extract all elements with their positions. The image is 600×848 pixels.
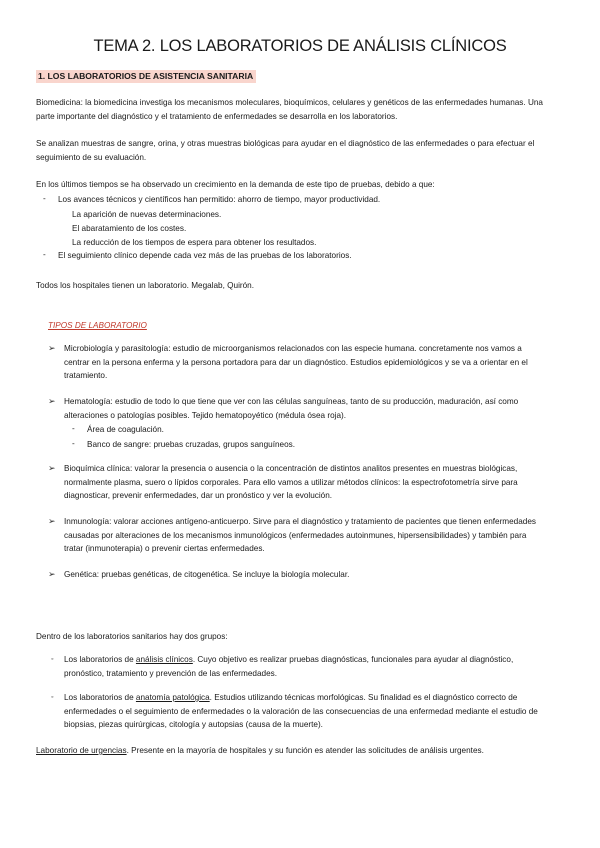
grupo2-text: . Estudios utilizando técnicas morfológicas. Su finalidad es el diagnóstico correcto de enfermedades o el seguimiento de enfermedades o la valoración de las consecuencias de una enfermedad mediante el estudio de biopsias, piezas quirúrgicas, citología y autopsias (causa de la muerte). xyxy=(64,693,538,730)
hemato-sub-item: Banco de sangre: pruebas cruzadas, grupos sanguíneos. xyxy=(87,440,296,449)
tipo-hematologia: Hematología: estudio de todo lo que tiene que ver con las células sanguíneas, tanto de su producción, maduración, así como alteraciones o patologías posibles. Tejido hematopoyético (médula ósea roja). xyxy=(64,397,519,420)
sub-item: La aparición de nuevas determinaciones. xyxy=(72,210,222,219)
dash-bullet: - xyxy=(43,250,46,259)
arrow-bullet-icon: ➢ xyxy=(48,343,56,353)
urgencias-paragraph xyxy=(36,744,556,758)
hemato-sub-item: Área de coagulación. xyxy=(87,425,164,434)
tipos-heading: TIPOS DE LABORATORIO xyxy=(48,321,147,330)
arrow-bullet-icon: ➢ xyxy=(48,516,56,526)
sub-item: El abaratamiento de los costes. xyxy=(72,224,187,233)
seguimiento-item: El seguimiento clínico depende cada vez más de las pruebas de los laboratorios. xyxy=(58,251,352,260)
tipo-inmunologia: Inmunología: valorar acciones antígeno-anticuerpo. Sirve para el diagnóstico y tratamiento de pacientes que tienen enfermedades causadas por alteraciones de los mecanismos inmunológicos (enfermedades autoinmunes, hipersensibilidades) y también para tratar (inmunoterapia) o prevenir ciertas enfermedades. xyxy=(64,517,536,554)
biomedicina-paragraph: Biomedicina: la biomedicina investiga los mecanismos moleculares, bioquímicos, celulares y genéticos de las enfermedades humanas. Una parte importante del diagnóstico y el tratamiento de enfermedades se desarrolla en los laboratorios. xyxy=(36,98,543,121)
anatomia-patologica-term: anatomía patológica xyxy=(135,693,210,702)
tipo-bioquimica: Bioquímica clínica: valorar la presencia o ausencia o la concentración de distintos analitos presentes en muestras biológicas, normalmente plasma, suero o lípidos corporales. Para ello vamos a utilizar métodos clínicos: la espectrofotometría sirve para diagnosticar, prevenir enfermedades, dar un pronóstico y ver la evolución. xyxy=(64,464,518,501)
dash-bullet: - xyxy=(72,439,75,448)
dash-bullet: - xyxy=(43,194,46,203)
arrow-bullet-icon: ➢ xyxy=(48,396,56,406)
arrow-bullet-icon: ➢ xyxy=(48,463,56,473)
avances-item: Los avances técnicos y científicos han permitido: ahorro de tiempo, mayor productividad. xyxy=(58,195,381,204)
sub-item: La reducción de los tiempos de espera para obtener los resultados. xyxy=(72,238,317,247)
grupos-paragraph: Dentro de los laboratorios sanitarios hay dos grupos: xyxy=(36,632,228,641)
tipo-microbiologia: Microbiología y parasitología: estudio de microorganismos relacionados con las especie humana. concretamente nos vamos a centrar en la persona enferma y la persona portadora para dar un diagnóstico. Estudios epidemiológicos y se va a orientar en el tratamiento. xyxy=(64,344,528,381)
grupo1-text: . Cuyo objetivo es realizar pruebas diagnósticas, funcionales para ayudar al diagnóstico, pronóstico, tratamiento y prevención de las enfermedades. xyxy=(64,655,514,678)
urgencias-term: Laboratorio de urgencias xyxy=(36,746,127,755)
grupo-anatomia-patologica xyxy=(64,691,544,732)
crecimiento-paragraph: En los últimos tiempos se ha observado un crecimiento en la demanda de este tipo de pruebas, debido a que: xyxy=(36,180,435,189)
circle-bullet-icon: ◦ xyxy=(51,656,54,663)
section-heading: 1. LOS LABORATORIOS DE ASISTENCIA SANITARIA xyxy=(36,70,256,83)
page-title: TEMA 2. LOS LABORATORIOS DE ANÁLISIS CLÍNICOS xyxy=(93,37,507,55)
arrow-bullet-icon: ➢ xyxy=(48,569,56,579)
tipo-genetica: Genética: pruebas genéticas, de citogenética. Se incluye la biología molecular. xyxy=(64,570,350,579)
urgencias-text: . Presente en la mayoría de hospitales y su función es atender las solicitudes de análisis urgentes. xyxy=(126,746,484,755)
grupo-analisis-clinicos xyxy=(64,653,544,680)
grupo2-prefix: Los laboratorios de xyxy=(64,693,136,702)
dash-bullet: - xyxy=(72,424,75,433)
hospitales-paragraph: Todos los hospitales tienen un laboratorio. Megalab, Quirón. xyxy=(36,281,255,290)
analisis-clinicos-term: análisis clínicos xyxy=(135,655,193,664)
grupo1-prefix: Los laboratorios de xyxy=(64,655,136,664)
circle-bullet-icon: ◦ xyxy=(51,694,54,701)
muestras-paragraph: Se analizan muestras de sangre, orina, y otras muestras biológicas para ayudar en el diagnóstico de las enfermedades o para efectuar el seguimiento de su evaluación. xyxy=(36,139,535,162)
